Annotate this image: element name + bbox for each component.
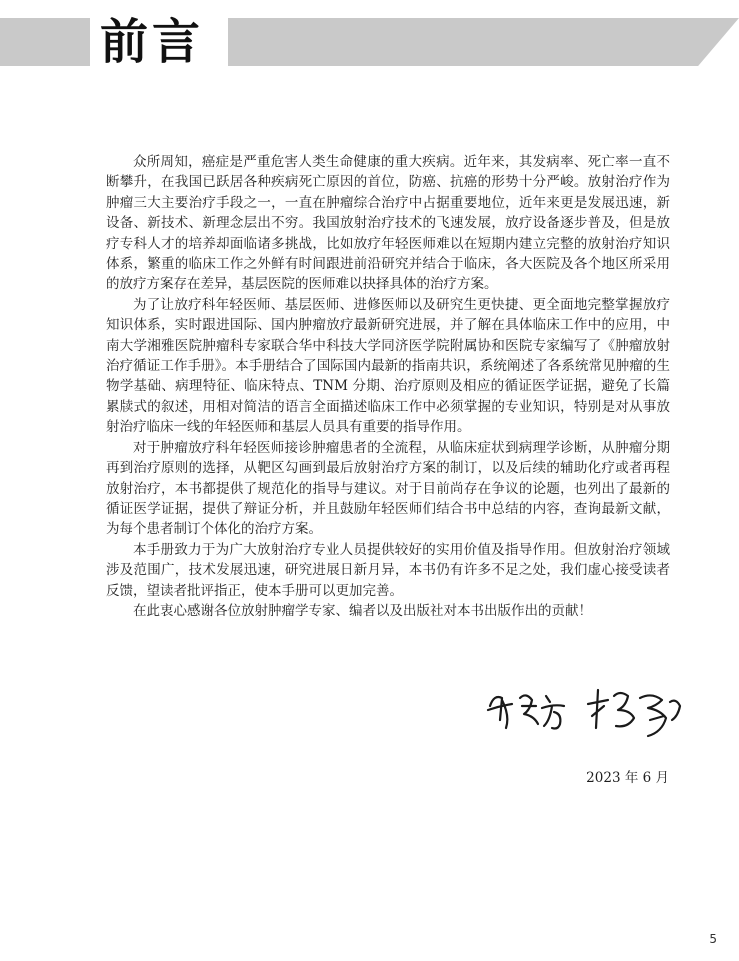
paragraph: 对于肿瘤放疗科年轻医师接诊肿瘤患者的全流程，从临床症状到病理学诊断，从肿瘤分期再到治疗原则的选择，从靶区勾画到最后放射治疗方案的制订，以及后续的辅助化疗或者再程放射治疗，本书都提供了规范化的指导与建议。对于目前尚存在争议的论题，也列出了最新的循证医学证据，提供了辩证分析，并且鼓励年轻医师们结合书中总结的内容，查询最新文献，为每个患者制订个体化的治疗方案。 bbox=[106, 439, 670, 538]
header-bar-right bbox=[228, 18, 739, 66]
paragraph: 本手册致力于为广大放射治疗专业人员提供较好的实用价值及指导作用。但放射治疗领域涉及范围广，技术发展迅速，研究进展日新月异，本书仍有许多不足之处，我们虚心接受读者反馈，望读者批评指正，使本手册可以更加完善。 bbox=[106, 541, 670, 599]
handwritten-signature bbox=[480, 676, 690, 746]
paragraph: 在此衷心感谢各位放射肿瘤学专家、编者以及出版社对本书出版作出的贡献！ bbox=[133, 602, 592, 619]
date: 2023 年 6 月 bbox=[586, 770, 669, 786]
paragraph: 为了让放疗科年轻医师、基层医师、进修医师以及研究生更快捷、更全面地完整掌握放疗知识体系，实时跟进国际、国内肿瘤放疗最新研究进展，并了解在具体临床工作中的应用，中南大学湘雅医院肿瘤科专家联合华中科技大学同济医学院附属协和医院专家编写了《肿瘤放射治疗循证工作手册》。本手册结合了国际国内最新的指南共识，系统阐述了各系统常见肿瘤的生物学基础、病理特征、临床特点、TNM 分期、治疗原则及相应的循证医学证据，避免了长篇累牍式的叙述，用相对简洁的语言全面描述临床工作中必须掌握的专业知识，特别是对从事放射治疗临床一线的年轻医师和基层人员具有重要的指导作用。 bbox=[106, 296, 670, 436]
header-bar-left bbox=[0, 18, 90, 66]
page-number: 5 bbox=[709, 932, 717, 946]
preface-body bbox=[106, 152, 670, 621]
page-title: 前言 bbox=[100, 14, 205, 70]
paragraph: 众所周知，癌症是严重危害人类生命健康的重大疾病。近年来，其发病率、死亡率一直不断攀升，在我国已跃居各种疾病死亡原因的首位，防癌、抗癌的形势十分严峻。放射治疗作为肿瘤三大主要治疗手段之一，一直在肿瘤综合治疗中占据重要地位，近年来更是发展迅速，新设备、新技术、新理念层出不穷。我国放射治疗技术的飞速发展，放疗设备逐步普及，但是放疗专科人才的培养却面临诸多挑战，比如放疗年轻医师难以在短期内建立完整的放射治疗知识体系，繁重的临床工作之外鲜有时间跟进前沿研究并结合于临床，各大医院及各个地区所采用的放疗方案存在差异，基层医院的医师难以抉择具体的治疗方案。 bbox=[106, 154, 670, 293]
